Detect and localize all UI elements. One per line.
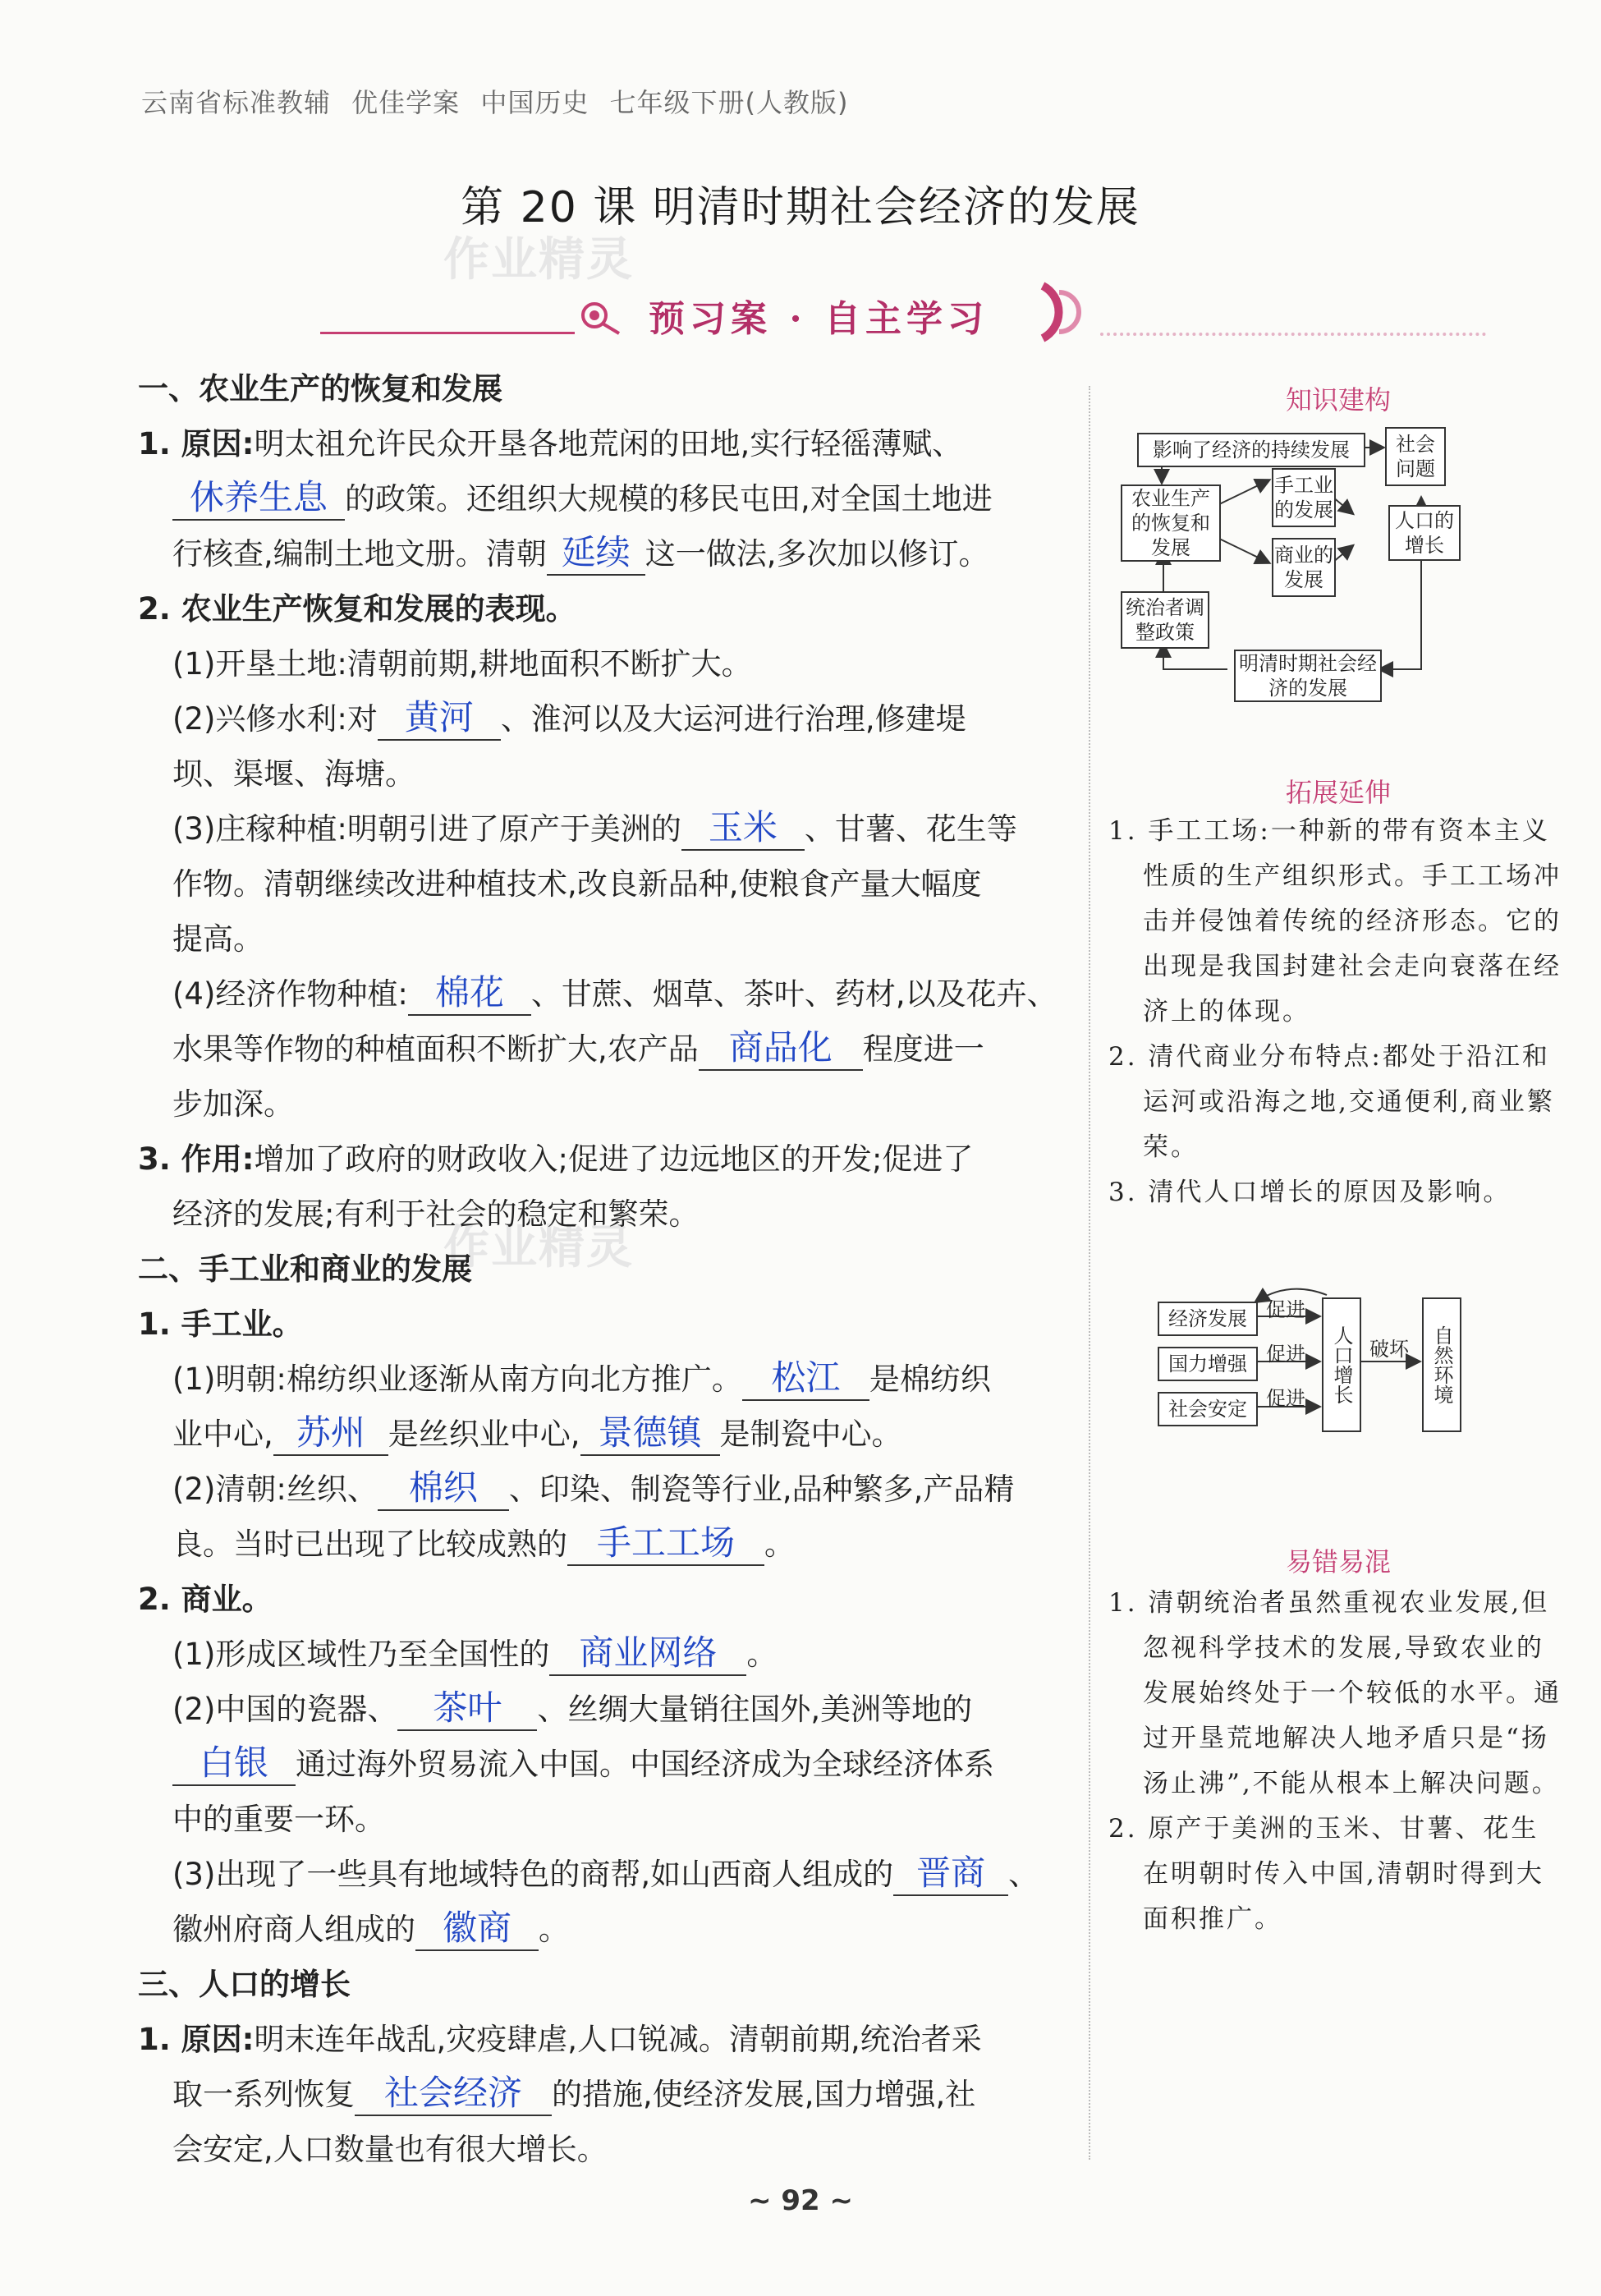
decoration-icon — [1026, 279, 1100, 345]
mistake-item: 1. 清朝统治者虽然重视农业发展,但忽视科学技术的发展,导致农业的发展始终处于一个较低的水平。通过开垦荒地解决人地矛盾只是“扬汤止沸”,不能从根本上解决问题。 — [1108, 1588, 1562, 1798]
section-3-title: 三、人口的增长 — [138, 1967, 351, 2002]
box-population-growth: 人口增长 — [1322, 1297, 1361, 1432]
text: (2)兴修水利:对 — [172, 701, 378, 737]
box-summary: 明清时期社会经济的发展 — [1234, 650, 1382, 702]
box-agriculture: 农业生产的恢复和发展 — [1121, 484, 1221, 562]
answer-blank: 白银 — [172, 1742, 296, 1786]
text: 行核查,编制土地文册。清朝 — [172, 536, 547, 572]
text: 、印染、制瓷等行业,品种繁多,产品精 — [508, 1472, 1015, 1507]
text: 水果等作物的种植面积不断扩大,农产品 — [172, 1031, 699, 1067]
banner-title: 预习案 · 自主学习 — [649, 298, 989, 340]
sidebar-heading-extension: 拓展延伸 — [1285, 777, 1391, 808]
text: 取一系列恢复 — [172, 2077, 355, 2112]
text: 、甘蔗、烟草、茶叶、药材,以及花卉、 — [530, 976, 1057, 1012]
box-national-power: 国力增强 — [1158, 1347, 1258, 1381]
sidebar-heading-knowledge: 知识建构 — [1285, 384, 1391, 416]
box-influence: 影响了经济的持续发展 — [1137, 433, 1365, 467]
banner-dots — [1100, 333, 1486, 336]
text: 这一做法,多次加以修订。 — [645, 536, 989, 572]
box-social-problems: 社会问题 — [1385, 427, 1446, 486]
text: 徽州府商人组成的 — [172, 1912, 415, 1947]
text: (2)中国的瓷器、 — [172, 1692, 398, 1727]
watermark: 作业精灵 — [443, 233, 634, 287]
extension-item: 2. 清代商业分布特点:都处于沿江和运河或沿海之地,交通便利,商业繁荣。 — [1108, 1042, 1555, 1162]
answer-blank: 茶叶 — [397, 1687, 537, 1731]
label-promote: 促进 — [1266, 1387, 1305, 1410]
text: 明末连年战乱,灾疫肆虐,人口锐减。清朝前期,统治者采 — [254, 2022, 982, 2057]
watermark: 作业精灵 — [443, 1221, 634, 1274]
section-2-title: 二、手工业和商业的发展 — [138, 1251, 472, 1287]
text: 会安定,人口数量也有很大增长。 — [172, 2132, 608, 2167]
extension-item: 3. 清代人口增长的原因及影响。 — [1108, 1178, 1512, 1207]
label-cause: 1. 原因: — [138, 2022, 255, 2057]
sub-heading: 2. 商业。 — [138, 1582, 273, 1617]
box-natural-environment: 自然环境 — [1422, 1297, 1461, 1432]
answer-blank: 社会经济 — [355, 2072, 552, 2116]
text: 明太祖允许民众开垦各地荒闲的田地,实行轻徭薄赋、 — [254, 426, 963, 461]
text: (3)庄稼种植:明朝引进了原产于美洲的 — [172, 811, 681, 847]
main-content — [138, 361, 1074, 2177]
box-economic-development: 经济发展 — [1158, 1302, 1258, 1336]
box-rulers: 统治者调整政策 — [1121, 591, 1209, 649]
text: (4)经济作物种植: — [172, 976, 408, 1012]
text: 通过海外贸易流入中国。中国经济成为全球经济体系 — [296, 1747, 994, 1782]
answer-blank: 棉织 — [378, 1467, 509, 1511]
label-promote: 促进 — [1266, 1343, 1305, 1366]
label-destroy: 破坏 — [1369, 1338, 1409, 1361]
answer-blank: 手工工场 — [567, 1522, 764, 1566]
text: 经济的发展;有利于社会的稳定和繁荣。 — [172, 1196, 700, 1232]
sidebar-heading-mistakes: 易错易混 — [1285, 1546, 1391, 1577]
text: 的措施,使经济发展,国力增强,社 — [552, 2077, 976, 2112]
text: 。 — [539, 1912, 569, 1947]
box-handicraft: 手工业的发展 — [1272, 468, 1336, 527]
text: 中的重要一环。 — [172, 1802, 385, 1837]
answer-blank: 商业网络 — [549, 1632, 746, 1676]
answer-blank: 玉米 — [681, 806, 805, 851]
answer-blank: 景德镇 — [580, 1412, 720, 1456]
answer-blank: 延续 — [547, 531, 645, 576]
mistake-notes — [1108, 1581, 1564, 1942]
text: 的政策。还组织大规模的移民屯田,对全国土地进 — [345, 481, 993, 517]
mistake-item: 2. 原产于美洲的玉米、甘薯、花生在明朝时传入中国,清朝时得到大面积推广。 — [1108, 1814, 1544, 1934]
magnifier-icon — [575, 296, 624, 338]
knowledge-diagram — [1112, 423, 1474, 702]
label-effect: 3. 作用: — [138, 1141, 255, 1177]
answer-blank: 松江 — [742, 1357, 869, 1401]
answer-blank: 徽商 — [415, 1907, 539, 1951]
text: 。 — [764, 1527, 795, 1562]
page-number: ~ 92 ~ — [748, 2184, 853, 2217]
text: (3)出现了一些具有地域特色的商帮,如山西商人组成的 — [172, 1857, 894, 1892]
text: 。 — [746, 1637, 778, 1672]
answer-blank: 黄河 — [378, 696, 501, 741]
book-header: 云南省标准教辅 优佳学案 中国历史 七年级下册(人教版) — [141, 87, 849, 118]
text: (1)形成区域性乃至全国性的 — [172, 1637, 550, 1672]
extension-item: 1. 手工工场:一种新的带有资本主义性质的生产组织形式。手工工场冲击并侵蚀着传统的经济形态。它的出现是我国封建社会走向衰落在经济上的体现。 — [1108, 816, 1562, 1026]
label-promote: 促进 — [1266, 1298, 1305, 1321]
section-1-title: 一、农业生产的恢复和发展 — [138, 371, 502, 406]
population-diagram — [1149, 1277, 1478, 1445]
text: 步加深。 — [172, 1086, 294, 1122]
label-cause: 1. 原因: — [138, 426, 255, 461]
text: 提高。 — [172, 921, 264, 957]
banner-line-left — [320, 332, 575, 334]
text: 业中心, — [172, 1417, 273, 1452]
box-population: 人口的增长 — [1388, 505, 1461, 561]
answer-blank: 商品化 — [699, 1026, 863, 1071]
text: 是丝织业中心, — [388, 1417, 580, 1452]
text: 良。当时已出现了比较成熟的 — [172, 1527, 567, 1562]
lesson-title: 第 20 课 明清时期社会经济的发展 — [461, 183, 1140, 232]
text: 、丝绸大量销往国外,美洲等地的 — [537, 1692, 973, 1727]
text: 作物。清朝继续改进种植技术,改良新品种,使粮食产量大幅度 — [172, 866, 982, 902]
text: (1)明朝:棉纺织业逐渐从南方向北方推广。 — [172, 1362, 742, 1397]
text: (2)清朝:丝织、 — [172, 1472, 378, 1507]
text: 坝、渠堰、海塘。 — [172, 756, 415, 792]
box-commerce: 商业的发展 — [1272, 538, 1336, 597]
box-social-stability: 社会安定 — [1158, 1392, 1258, 1426]
answer-blank: 苏州 — [273, 1412, 388, 1456]
column-divider — [1089, 386, 1090, 2160]
text: 是制瓷中心。 — [719, 1417, 902, 1452]
text: 、甘薯、花生等 — [804, 811, 1017, 847]
sub-heading: 1. 手工业。 — [138, 1306, 303, 1342]
text: 增加了政府的财政收入;促进了边远地区的开发;促进了 — [254, 1141, 974, 1177]
text: 、 — [1008, 1857, 1039, 1892]
text: 、淮河以及大运河进行治理,修建堤 — [500, 701, 966, 737]
answer-blank: 晋商 — [893, 1852, 1008, 1896]
answer-blank: 休养生息 — [172, 476, 345, 521]
extension-notes — [1108, 809, 1564, 1215]
text: 是棉纺织 — [869, 1362, 991, 1397]
answer-blank: 棉花 — [408, 971, 531, 1016]
text: 程度进一 — [862, 1031, 984, 1067]
sub-heading: 2. 农业生产恢复和发展的表现。 — [138, 591, 576, 627]
text: (1)开垦土地:清朝前期,耕地面积不断扩大。 — [172, 646, 752, 682]
